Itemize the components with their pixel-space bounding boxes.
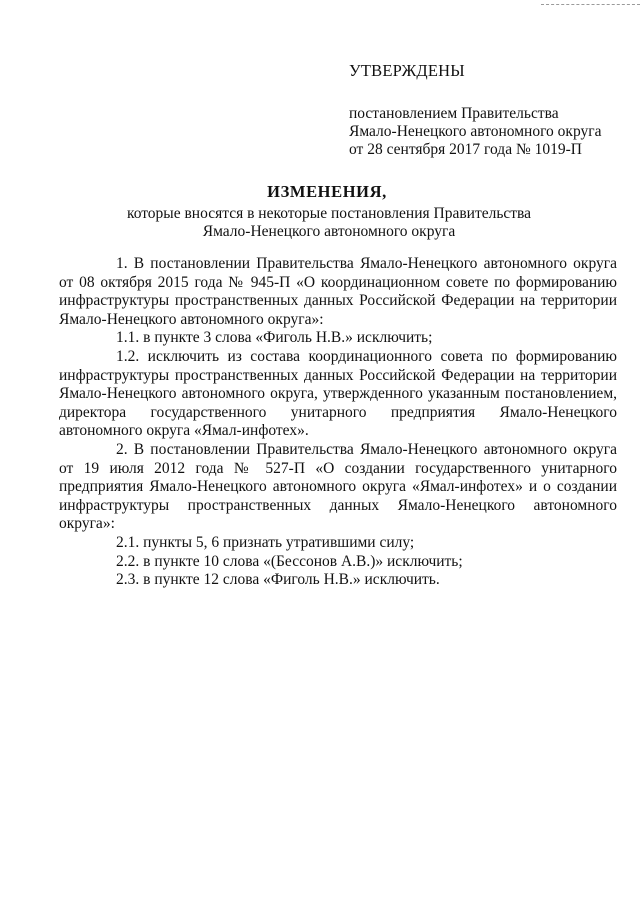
paragraph: 1.2. исключить из состава координационного совета по формированию инфраструктуры пространственных данных Российской Федерации на территории Ямало-Ненецкого автономного округа, утвержденного указанным постановлением, директора государственного унитарного предприятия Ямало-Ненецкого автономного округа «Ямал-инфотех». bbox=[59, 347, 617, 440]
paragraph: 1. В постановлении Правительства Ямало-Ненецкого автономного округа от 08 октября 2015 года № 945-П «О координационном совете по формированию инфраструктуры пространственных данных Российской Федерации на территории Ямало-Ненецкого автономного округа»: bbox=[59, 255, 617, 328]
approval-line: постановлением Правительства bbox=[349, 104, 559, 122]
document-subtitle-line: которые вносятся в некоторые постановления Правительства bbox=[126, 204, 532, 222]
approval-block bbox=[349, 62, 634, 159]
document-subtitle-line: Ямало-Ненецкого автономного округа bbox=[202, 222, 456, 240]
approval-title: УТВЕРЖДЕНЫ bbox=[349, 61, 465, 80]
approval-line: от 28 сентября 2017 года № 1019-П bbox=[349, 140, 582, 158]
scan-edge-mark bbox=[541, 4, 640, 6]
approval-line: Ямало-Ненецкого автономного округа bbox=[349, 122, 602, 140]
paragraph: 1.1. в пункте 3 слова «Фиголь Н.В.» исключить; bbox=[116, 329, 433, 347]
document-title: ИЗМЕНЕНИЯ, bbox=[267, 182, 387, 201]
paragraph: 2.1. пункты 5, 6 признать утратившими силу; bbox=[116, 533, 415, 551]
document-heading bbox=[0, 183, 640, 241]
document-body bbox=[59, 255, 617, 590]
paragraph: 2.3. в пункте 12 слова «Фиголь Н.В.» исключить. bbox=[116, 571, 440, 589]
paragraph: 2. В постановлении Правительства Ямало-Ненецкого автономного округа от 19 июля 2012 года № 527-П «О создании государственного унитарного предприятия Ямало-Ненецкого автономного округа «Ямал-инфотех» и о создании инфраструктуры пространственных данных Ямало-Ненецкого автономного округа»: bbox=[59, 440, 617, 533]
paragraph: 2.2. в пункте 10 слова «(Бессонов А.В.)» исключить; bbox=[116, 552, 463, 570]
